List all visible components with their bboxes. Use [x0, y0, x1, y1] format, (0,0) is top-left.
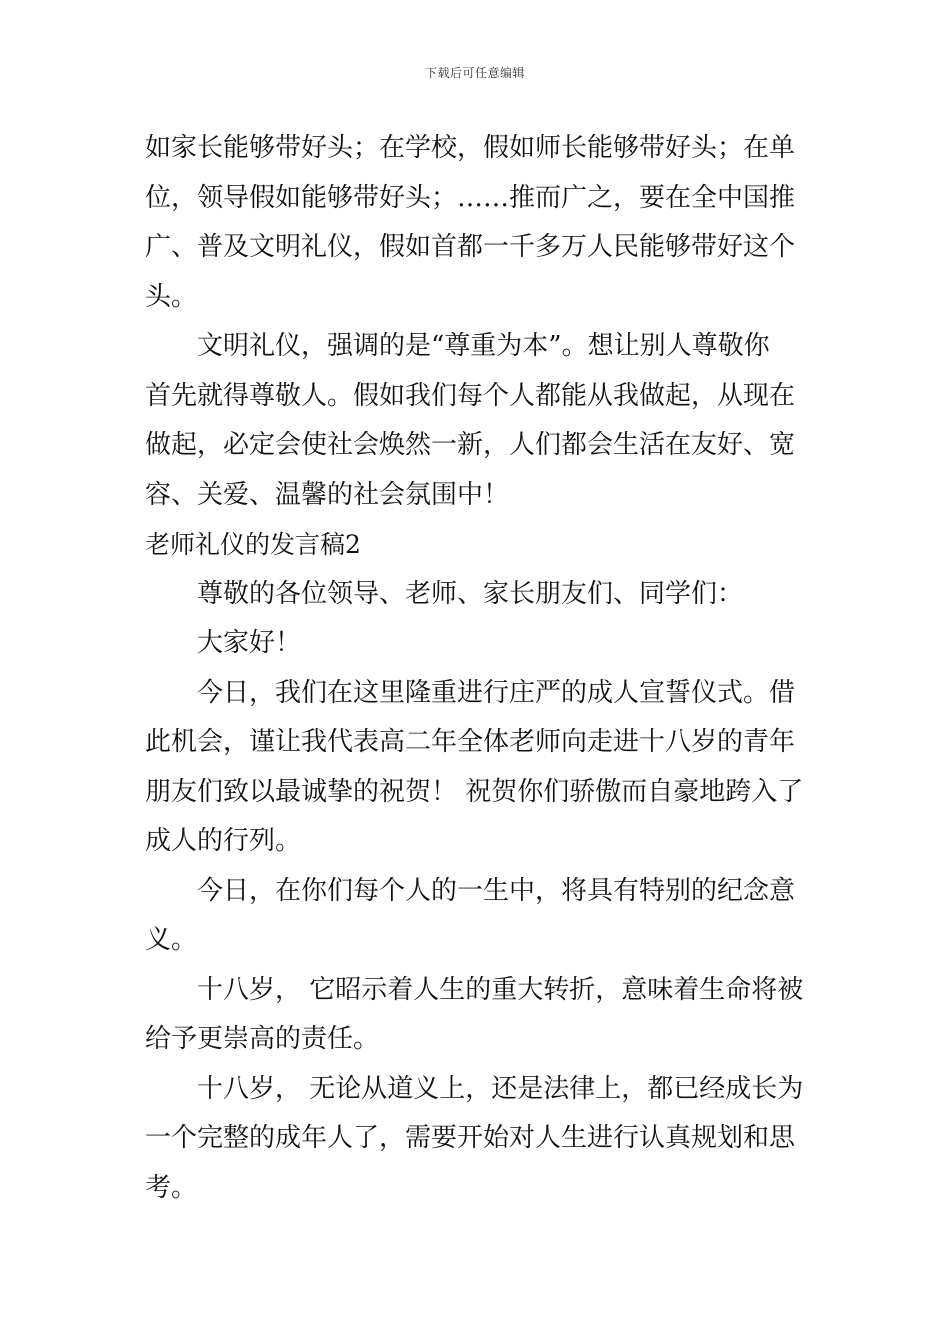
text-line: 十八岁， 它昭示着人生的重大转折，意味着生命将被 — [197, 974, 804, 1005]
text-line: 做起，必定会使社会焕然一新，人们都会生活在友好、宽 — [145, 430, 796, 460]
text-line: 成人的行列。 — [145, 826, 302, 856]
text-line: 广、普及文明礼仪，假如首都一千多万人民能够带好这个 — [145, 232, 796, 262]
text-line: 今日，我们在这里隆重进行庄严的成人宣誓仪式。借 — [197, 677, 796, 708]
text-line: 十八岁， 无论从道义上，还是法律上，都已经成长为 — [197, 1073, 804, 1104]
document-body — [145, 124, 807, 1213]
text-line: 文明礼仪，强调的是“尊重为本”。想让别人尊敬你 — [197, 331, 770, 361]
text-line: 朋友们致以最诚挚的祝贺！ 祝贺你们骄傲而自豪地跨入了 — [145, 776, 804, 807]
text-line: 容、关爱、温馨的社会氛围中！ — [145, 479, 510, 510]
text-line: 头。 — [145, 281, 198, 312]
text-line: 今日，在你们每个人的一生中，将具有特别的纪念意 — [197, 875, 796, 906]
text-line: 大家好！ — [197, 628, 302, 658]
page-header-note: 下载后可任意编辑 — [424, 66, 525, 80]
text-line: 如家长能够带好头；在学校，假如师长能够带好头；在单 — [145, 133, 796, 163]
text-line: 尊敬的各位领导、老师、家长朋友们、同学们： — [197, 578, 744, 609]
text-line: 义。 — [145, 925, 198, 955]
text-line: 一个完整的成年人了，需要开始对人生进行认真规划和思 — [145, 1123, 796, 1153]
text-line: 首先就得尊敬人。假如我们每个人都能从我做起，从现在 — [145, 380, 796, 411]
text-line: 此机会，谨让我代表高二年全体老师向走进十八岁的青年 — [145, 727, 796, 757]
text-line: 给予更崇高的责任。 — [145, 1024, 380, 1054]
section-heading: 老师礼仪的发言稿2 — [145, 530, 361, 559]
text-line: 位，领导假如能够带好头；……推而广之，要在全中国推 — [145, 182, 796, 213]
text-line: 考。 — [145, 1172, 198, 1203]
